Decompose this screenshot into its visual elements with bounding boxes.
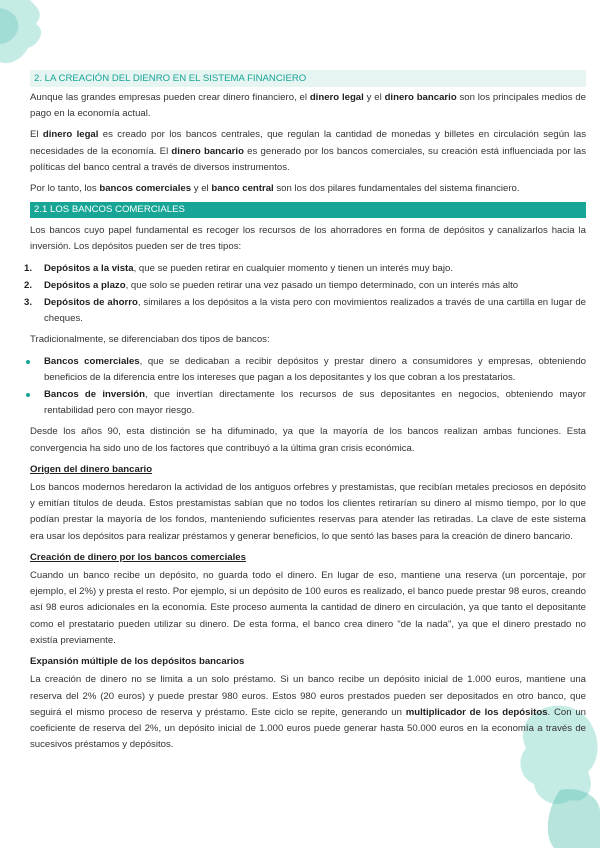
origin-subheading: Origen del dinero bancario <box>30 463 153 475</box>
expansion-subheading: Expansión múltiple de los depósitos bancarios <box>30 656 245 668</box>
convergence-paragraph: Desde los años 90, esta distinción se ha difuminado, ya que la mayoría de los bancos realizan ambas funciones. Esta convergencia ha sido uno de los factores que contribuyó a la última gran crisis económica. <box>30 426 586 454</box>
bullet-icon <box>26 393 30 397</box>
creation-subheading: Creación de dinero por los bancos comerciales <box>30 551 246 563</box>
expansion-paragraph: La creación de dinero no se limita a un solo préstamo. Si un banco recibe un depósito inicial de 1.000 euros, mantiene una reserva del 2% (20 euros) y puede prestar 980 euros. Estos 980 euros prestados pueden ser depositados en otro banco, que seguirá el mismo proceso de reserva y préstamo. Este ciclo se repite, generando un multiplicador de los depósitos. Con un coeficiente de reserva del 2%, un depósito inicial de 1.000 euros puede generar hasta 50.000 euros en la economía a través de sucesivos préstamos y depósitos. <box>30 674 586 751</box>
pillars-paragraph: Por lo tanto, los bancos comerciales y el banco central son los dos pilares fundamentales del sistema financiero. <box>30 183 520 195</box>
list-item: 2. Depósitos a plazo, que solo se pueden retirar una vez pasado un tiempo determinado, con un interés más alto <box>24 279 519 291</box>
banks-intro-paragraph: Los bancos cuyo papel fundamental es recoger los recursos de los ahorradores en forma de depósitos y canalizarlos hacia la inversión. Los depósitos pueden ser de tres tipos: <box>30 225 586 253</box>
watercolor-decoration-top-left-icon <box>0 0 50 70</box>
bullet-icon <box>26 360 30 364</box>
list-item: Bancos comerciales, que se dedicaban a recibir depósitos y prestar dinero a consumidores y empresas, obteniendo beneficios de la diferencia entre los intereses que pagan a los depositantes y los que cobran a los prestatarios. <box>30 354 586 386</box>
legal-money-paragraph: El dinero legal es creado por los bancos centrales, que regulan la cantidad de monedas y billetes en circulación según las necesidades de la economía. El dinero bancario es generado por los bancos comerciales, su creación está influenciada por las políticas del banco central a través de diversos instrumentos. <box>30 129 586 173</box>
list-item: Bancos de inversión, que invertían directamente los recursos de sus depositantes en negocios, obteniendo mayor rentabilidad pero con mayor riesgo. <box>30 387 586 419</box>
document-content <box>24 70 587 758</box>
bank-types-list <box>30 354 586 420</box>
list-item: 1. Depósitos a la vista, que se pueden retirar en cualquier momento y tienen un interés muy bajo. <box>24 262 454 274</box>
section-heading: 2. LA CREACIÓN DEL DIENRO EN EL SISTEMA FINANCIERO <box>30 70 586 87</box>
intro-paragraph: Aunque las grandes empresas pueden crear dinero financiero, el dinero legal y el dinero bancario son los principales medios de pago en la economía actual. <box>30 92 586 120</box>
origin-paragraph: Los bancos modernos heredaron la actividad de los antiguos orfebres y prestamistas, que recibían metales preciosos en depósito y emitían títulos de deuda. Estos prestamistas sabían que no todos los clientes retirarían su dinero al mismo tiempo, por lo que podían prestar la mayoría de los fondos, manteniendo suficientes reservas para atender las retiradas. La clave de este sistema era usar los depósitos para realizar préstamos y generar beneficios, lo que sentó las bases para la creación de dinero bancario. <box>30 482 586 542</box>
deposit-types-list <box>24 261 586 328</box>
creation-paragraph: Cuando un banco recibe un depósito, no guarda todo el dinero. En lugar de eso, mantiene una reserva (un porcentaje, por ejemplo, el 2%) y presta el resto. Por ejemplo, si un depósito de 100 euros es realizado, el banco puede prestar 98 euros, creando así 98 euros adicionales en la economía. Este proceso aumenta la cantidad de dinero en circulación, ya que tanto el depositante como el prestatario pueden utilizar su dinero. De esta forma, el banco crea dinero "de la nada", ya que el dinero prestado no existía previamente. <box>30 570 586 646</box>
subsection-heading: 2.1 LOS BANCOS COMERCIALES <box>30 202 586 218</box>
list-item: 3. Depósitos de ahorro, similares a los depósitos a la vista pero con movimientos realizados a través de una cartilla en lugar de cheques. <box>24 297 586 325</box>
bank-types-intro-paragraph: Tradicionalmente, se diferenciaban dos tipos de bancos: <box>30 334 270 346</box>
